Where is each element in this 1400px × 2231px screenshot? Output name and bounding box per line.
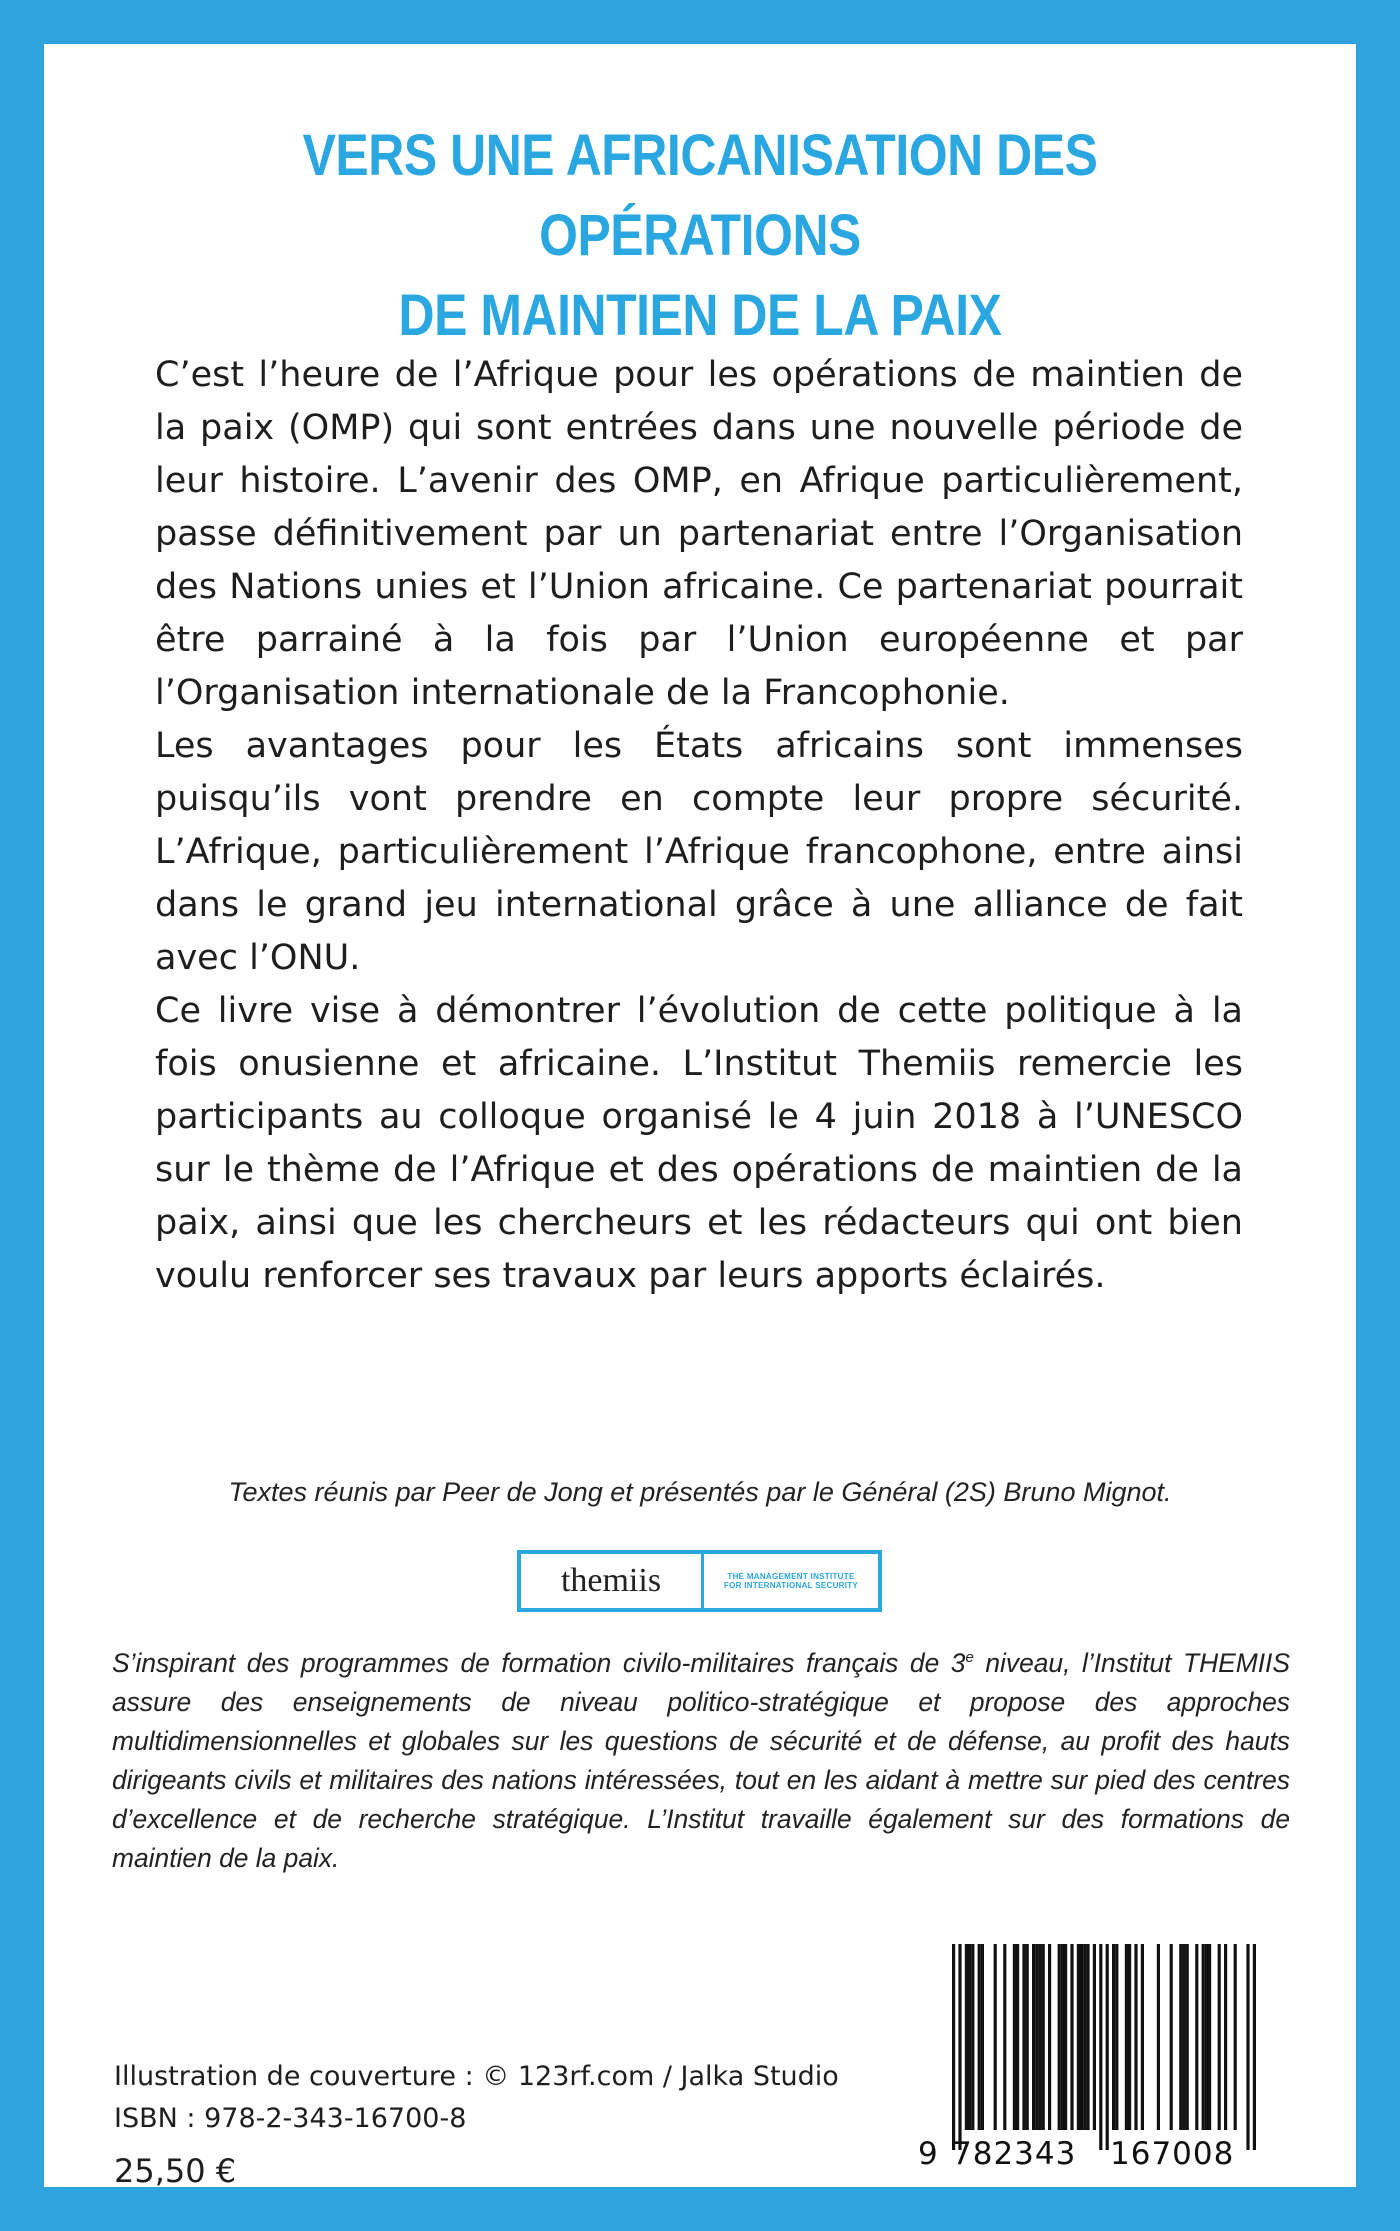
blurb-paragraph-3: Ce livre vise à démontrer l’évolution de cette politique à la fois onusienne et africaine. L’Institut Themiis remercie les participants au colloque organisé le 4 juin 2018 à l’UNESCO sur le thème de l’Afrique et des opérations de maintien de la paix, ainsi que les chercheurs et les rédacteurs qui ont bien voulu renforcer ses travaux par leurs apports éclairés. bbox=[155, 991, 1243, 1296]
barcode-digits bbox=[918, 2136, 1288, 2172]
title-line-1: VERS UNE AFRICANISATION DES OPÉRATIONS bbox=[302, 123, 1098, 268]
barcode-bar bbox=[1035, 1944, 1038, 2130]
barcode-bar bbox=[971, 1944, 974, 2130]
barcode-bar bbox=[968, 1944, 971, 2130]
barcode-bar bbox=[1224, 1944, 1227, 2130]
barcode-bar bbox=[1022, 1944, 1025, 2130]
barcode-bar bbox=[994, 1944, 997, 2130]
logo-name: themiis bbox=[521, 1554, 704, 1608]
barcode-bar bbox=[1186, 1944, 1189, 2130]
barcode-guard-bar bbox=[1253, 1944, 1256, 2150]
barcode-bar bbox=[1093, 1944, 1096, 2130]
barcode-bar bbox=[1013, 1944, 1016, 2130]
barcode-bar bbox=[1112, 1944, 1115, 2130]
barcode-bar bbox=[1042, 1944, 1045, 2130]
barcode bbox=[918, 1944, 1288, 2136]
barcode-bar bbox=[1032, 1944, 1035, 2130]
barcode-bar bbox=[1202, 1944, 1205, 2130]
barcode-bar bbox=[1083, 1944, 1086, 2130]
barcode-bar bbox=[1003, 1944, 1006, 2130]
barcode-bar bbox=[1064, 1944, 1067, 2130]
barcode-guard-bar bbox=[1106, 1944, 1109, 2150]
barcode-bar bbox=[1134, 1944, 1137, 2130]
price: 25,50 € bbox=[114, 2152, 237, 2190]
illustration-credit: Illustration de couverture : © 123rf.com / Jalka Studio bbox=[114, 2061, 839, 2092]
title-line-2: DE MAINTIEN DE LA PAIX bbox=[398, 283, 1002, 348]
barcode-bar bbox=[965, 1944, 968, 2130]
blurb bbox=[155, 349, 1243, 1303]
logo-subtitle bbox=[704, 1554, 878, 1608]
logo-subtitle-line-1: THE MANAGEMENT INSTITUTE bbox=[727, 1572, 855, 1581]
blurb-paragraph-2: Les avantages pour les États africains sont immenses puisqu’ils vont prendre en compte leur propre sécurité. L’Afrique, particulièrement l’Afrique francophone, entre ainsi dans le grand jeu international grâce à une alliance de fait avec l’ONU. bbox=[155, 726, 1243, 978]
barcode-digit-first: 9 bbox=[918, 2136, 939, 2172]
about-text-2: niveau, l’Institut THEMIIS assure des enseignements de niveau politico-stratégique et propose des approches multidimensionnelles et globales sur les questions de sécurité et de défense, au profit des hauts dirigeants civils et militaires des nations intéressées, tout en les aidant à mettre sur pied des centres d’excellence et de recherche stratégique. L’Institut travaille également sur des formations de maintien de la paix. bbox=[112, 1648, 1290, 1873]
barcode-bar bbox=[1208, 1944, 1211, 2130]
isbn: ISBN : 978-2-343-16700-8 bbox=[114, 2103, 467, 2134]
barcode-bar bbox=[1128, 1944, 1131, 2130]
blurb-paragraph-1: C’est l’heure de l’Afrique pour les opérations de maintien de la paix (OMP) qui sont entrées dans une nouvelle période de leur histoire. L’avenir des OMP, en Afrique particulièrement, passe définitivement par un partenariat entre l’Organisation des Nations unies et l’Union africaine. Ce partenariat pourrait être parrainé à la fois par l’Union européenne et par l’Organisation internationale de la Francophonie. bbox=[155, 355, 1243, 713]
barcode-guard-bar bbox=[952, 1944, 955, 2150]
barcode-guard-bar bbox=[1099, 1944, 1102, 2150]
back-cover bbox=[44, 44, 1356, 2190]
barcode-bar bbox=[1170, 1944, 1173, 2130]
barcode-bar bbox=[1077, 1944, 1080, 2130]
barcode-bar bbox=[1038, 1944, 1041, 2130]
barcode-bar bbox=[1058, 1944, 1061, 2130]
themiis-logo bbox=[517, 1550, 882, 1612]
barcode-bar bbox=[1179, 1944, 1182, 2130]
about-text-1: S’inspirant des programmes de formation civilo-militaires français de 3 bbox=[112, 1648, 966, 1678]
barcode-bar bbox=[1125, 1944, 1128, 2130]
barcode-digits-right: 167008 bbox=[1110, 2136, 1235, 2172]
barcode-graphic bbox=[918, 1944, 1288, 2136]
barcode-bar bbox=[1157, 1944, 1160, 2130]
barcode-guard-bar bbox=[1246, 1944, 1249, 2150]
barcode-bar bbox=[1205, 1944, 1208, 2130]
logo-subtitle-line-2: FOR INTERNATIONAL SECURITY bbox=[723, 1581, 859, 1590]
barcode-bar bbox=[1115, 1944, 1118, 2130]
barcode-bar bbox=[1234, 1944, 1237, 2130]
barcode-bar bbox=[1026, 1944, 1029, 2130]
publication-info bbox=[114, 2056, 839, 2140]
barcode-bar bbox=[1141, 1944, 1144, 2130]
barcode-bar bbox=[1195, 1944, 1198, 2130]
barcode-bar bbox=[1218, 1944, 1221, 2130]
editors-credit: Textes réunis par Peer de Jong et présentés par le Général (2S) Bruno Mignot. bbox=[228, 1477, 1172, 1507]
barcode-bar bbox=[978, 1944, 981, 2130]
barcode-bar bbox=[1048, 1944, 1051, 2130]
barcode-bar bbox=[1086, 1944, 1089, 2130]
barcode-bar bbox=[1070, 1944, 1073, 2130]
barcode-bar bbox=[1080, 1944, 1083, 2130]
institute-description bbox=[112, 1644, 1290, 1878]
about-superscript: e bbox=[965, 1649, 974, 1667]
barcode-bar bbox=[1182, 1944, 1185, 2130]
barcode-guard-bar bbox=[958, 1944, 961, 2150]
barcode-bar bbox=[981, 1944, 984, 2130]
barcode-bar bbox=[1061, 1944, 1064, 2130]
barcode-digits-left: 782343 bbox=[952, 2136, 1077, 2172]
book-title bbox=[136, 116, 1264, 356]
barcode-bar bbox=[1016, 1944, 1019, 2130]
